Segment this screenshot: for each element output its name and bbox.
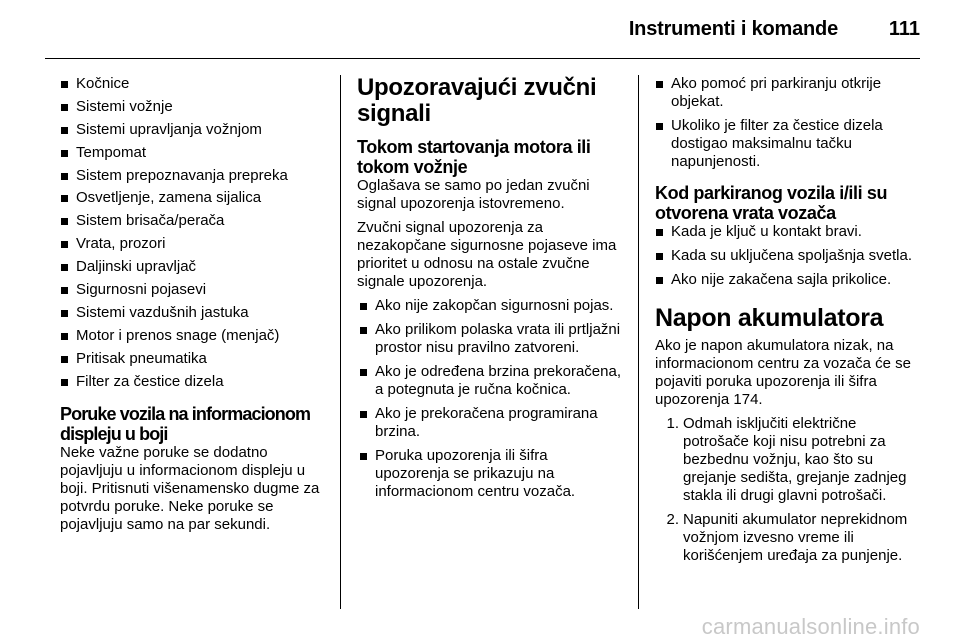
list-item: Sistemi upravljanja vožnjom [60, 121, 330, 139]
list-item: Ako nije zakopčan sigurnosni pojas. [359, 297, 622, 315]
parked-conditions-list [655, 223, 925, 289]
subheading-starting-driving: Tokom startovanja motora ili tokom vožnje [357, 137, 591, 177]
topic-list [60, 75, 330, 391]
list-item: Ako nije zakačena sajla prikolice. [655, 271, 925, 289]
list-item: Ako je određena brzina prekoračena, a potegnuta je ručna kočnica. [359, 363, 622, 399]
warning-conditions-list-continued [655, 75, 925, 171]
section-heading-battery-voltage: Napon akumulatora [655, 304, 884, 332]
list-item: Filter za čestice dizela [60, 373, 330, 391]
section-paragraph: Neke važne poruke se dodatno pojavljuju u informacionom displeju u boji. Pritisnuti višenamensko dugme za potvrdu poruke. Neke poruke se pojavljuju samo na par sekundi. [60, 443, 320, 533]
page-header-title: Instrumenti i komande [628, 18, 838, 40]
list-item: Pritisak pneumatika [60, 350, 330, 368]
step-number: 1. [666, 415, 679, 432]
middle-column [357, 75, 622, 507]
section-heading-warning-chimes: Upozoravajući zvučni signali [357, 74, 597, 127]
page-number: 111 [888, 18, 920, 40]
right-column [655, 75, 925, 571]
numbered-step [655, 511, 925, 565]
list-item: Sistemi vazdušnih jastuka [60, 304, 330, 322]
watermark: carmanualsonline.info [701, 614, 920, 639]
list-item: Kočnice [60, 75, 330, 93]
warning-conditions-list [357, 297, 622, 501]
paragraph: Oglašava se samo po jedan zvučni signal upozorenja istovremeno. [357, 177, 590, 212]
list-item: Tempomat [60, 144, 330, 162]
list-item: Ako je prekoračena programirana brzina. [359, 405, 622, 441]
list-item: Ako pomoć pri parkiranju otkrije objekat. [655, 75, 925, 111]
list-item: Osvetljenje, zamena sijalica [60, 189, 330, 207]
list-item: Poruka upozorenja ili šifra upozorenja se prikazuju na informacionom centru vozača. [359, 447, 622, 501]
list-item: Daljinski upravljač [60, 258, 330, 276]
list-item: Kada su uključena spoljašnja svetla. [655, 247, 925, 265]
list-item: Ako prilikom polaska vrata ili prtljažni prostor nisu pravilno zatvoreni. [359, 321, 622, 357]
step-number: 2. [666, 511, 679, 528]
battery-steps-list [655, 415, 925, 565]
column-divider-left [340, 75, 341, 609]
column-divider-right [638, 75, 639, 609]
list-item: Kada je ključ u kontakt bravi. [655, 223, 925, 241]
list-item: Sistemi vožnje [60, 98, 330, 116]
subheading-parked-vehicle: Kod parkiranog vozila i/ili su otvorena vrata vozača [655, 183, 888, 223]
paragraph: Zvučni signal upozorenja za nezakopčane sigurnosne pojaseve ima prioritet u odnosu na ostale zvučne signale upozorenja. [357, 219, 617, 290]
list-item: Sigurnosni pojasevi [60, 281, 330, 299]
header-rule [45, 58, 920, 59]
paragraph: Ako je napon akumulatora nizak, na informacionom centru za vozača će se pojaviti poruka upozorenja ili šifra upozorenja 174. [655, 337, 911, 408]
section-heading-color-display: Poruke vozila na informacionom displeju u boji [60, 403, 311, 444]
list-item: Ukoliko je filter za čestice dizela dostigao maksimalnu tačku napunjenosti. [655, 117, 925, 171]
list-item: Motor i prenos snage (menjač) [60, 327, 330, 345]
list-item: Sistem prepoznavanja prepreka [60, 167, 330, 185]
numbered-step [655, 415, 925, 505]
list-item: Vrata, prozori [60, 235, 330, 253]
step-text: Odmah isključiti električne potrošače koji nisu potrebni za bezbednu vožnju, kao što su grejanje sedišta, grejanje zadnjeg stakla ili drugi glavni potrošači. [683, 415, 907, 504]
list-item: Sistem brisača/perača [60, 212, 330, 230]
left-column [60, 75, 330, 540]
step-text: Napuniti akumulator neprekidnom vožnjom izvesno vreme ili korišćenjem uređaja za punjenje. [683, 511, 908, 564]
